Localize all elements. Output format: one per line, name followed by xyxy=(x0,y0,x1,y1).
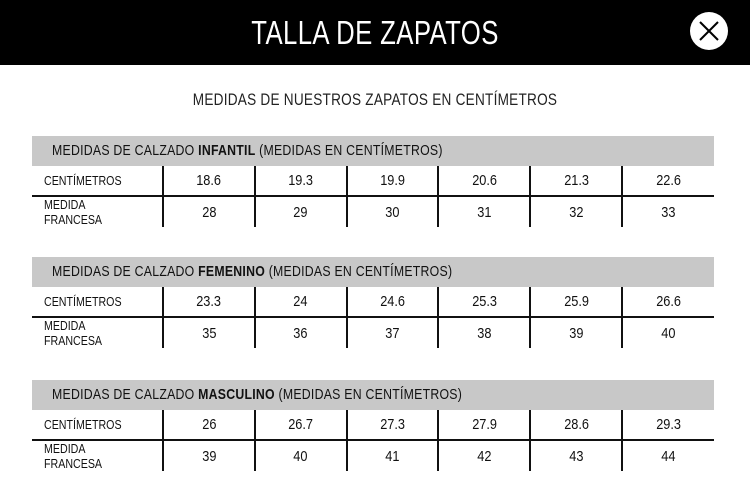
section-category: INFANTIL xyxy=(198,142,256,159)
row-label: MEDIDA FRANCESA xyxy=(44,197,103,227)
table-cell: 40 xyxy=(255,440,347,471)
table-cell: 29 xyxy=(255,196,347,227)
table-cell: 26 xyxy=(163,410,255,440)
table-cell: 19.9 xyxy=(347,166,439,196)
table-cell: 44 xyxy=(622,440,714,471)
table-cell: 27.3 xyxy=(347,410,439,440)
table-cell: 18.6 xyxy=(163,166,255,196)
table-cell: 40 xyxy=(622,317,714,348)
table-row-centimeters xyxy=(32,287,714,317)
table-cell: 23.3 xyxy=(163,287,255,317)
table-cell: 28 xyxy=(163,196,255,227)
table-cell: 39 xyxy=(163,440,255,471)
section-header xyxy=(32,136,714,166)
section-category: FEMENINO xyxy=(198,263,266,280)
size-table xyxy=(32,166,714,227)
table-cell: 25.9 xyxy=(530,287,622,317)
table-cell: 36 xyxy=(255,317,347,348)
table-cell: 35 xyxy=(163,317,255,348)
row-label: CENTÍMETROS xyxy=(32,410,163,440)
section-title-prefix: MEDIDAS DE CALZADO xyxy=(52,386,199,403)
table-cell: 41 xyxy=(347,440,439,471)
table-row-french xyxy=(32,440,714,471)
table-cell: 43 xyxy=(530,440,622,471)
close-button[interactable] xyxy=(690,12,728,50)
table-cell: 24.6 xyxy=(347,287,439,317)
modal-title: TALLA DE ZAPATOS xyxy=(251,14,499,51)
table-cell: 33 xyxy=(622,196,714,227)
table-cell: 26.7 xyxy=(255,410,347,440)
section-title xyxy=(52,386,462,403)
size-table xyxy=(32,410,714,471)
table-cell: 42 xyxy=(438,440,530,471)
section-title-suffix: (MEDIDAS EN CENTÍMETROS) xyxy=(265,263,453,280)
table-cell: 24 xyxy=(255,287,347,317)
size-table xyxy=(32,287,714,348)
table-cell: 38 xyxy=(438,317,530,348)
row-label: CENTÍMETROS xyxy=(32,287,163,317)
table-row-centimeters xyxy=(32,410,714,440)
size-section-masculino xyxy=(32,380,714,471)
subtitle: MEDIDAS DE NUESTROS ZAPATOS EN CENTÍMETROS xyxy=(192,90,558,109)
modal-header xyxy=(0,0,750,65)
table-cell: 26.6 xyxy=(622,287,714,317)
section-title xyxy=(52,263,452,280)
section-title xyxy=(52,142,443,159)
table-cell: 20.6 xyxy=(438,166,530,196)
table-cell: 28.6 xyxy=(530,410,622,440)
table-cell: 22.6 xyxy=(622,166,714,196)
section-title-prefix: MEDIDAS DE CALZADO xyxy=(52,263,199,280)
section-title-suffix: (MEDIDAS EN CENTÍMETROS) xyxy=(274,386,463,403)
table-cell: 37 xyxy=(347,317,439,348)
section-title-suffix: (MEDIDAS EN CENTÍMETROS) xyxy=(255,142,443,159)
table-cell: 30 xyxy=(347,196,439,227)
table-cell: 31 xyxy=(438,196,530,227)
table-cell: 25.3 xyxy=(438,287,530,317)
size-section-femenino xyxy=(32,257,714,348)
table-row-centimeters xyxy=(32,166,714,196)
row-label: MEDIDA FRANCESA xyxy=(44,441,103,471)
section-category: MASCULINO xyxy=(198,386,275,403)
row-label: MEDIDA FRANCESA xyxy=(44,318,103,348)
table-cell: 39 xyxy=(530,317,622,348)
table-cell: 32 xyxy=(530,196,622,227)
section-header xyxy=(32,380,714,410)
table-row-french xyxy=(32,196,714,227)
section-header xyxy=(32,257,714,287)
section-title-prefix: MEDIDAS DE CALZADO xyxy=(52,142,199,159)
table-row-french xyxy=(32,317,714,348)
row-label: CENTÍMETROS xyxy=(32,166,163,196)
table-cell: 19.3 xyxy=(255,166,347,196)
table-cell: 21.3 xyxy=(530,166,622,196)
table-cell: 29.3 xyxy=(622,410,714,440)
close-icon xyxy=(690,12,728,50)
table-cell: 27.9 xyxy=(438,410,530,440)
size-section-infantil xyxy=(32,136,714,227)
